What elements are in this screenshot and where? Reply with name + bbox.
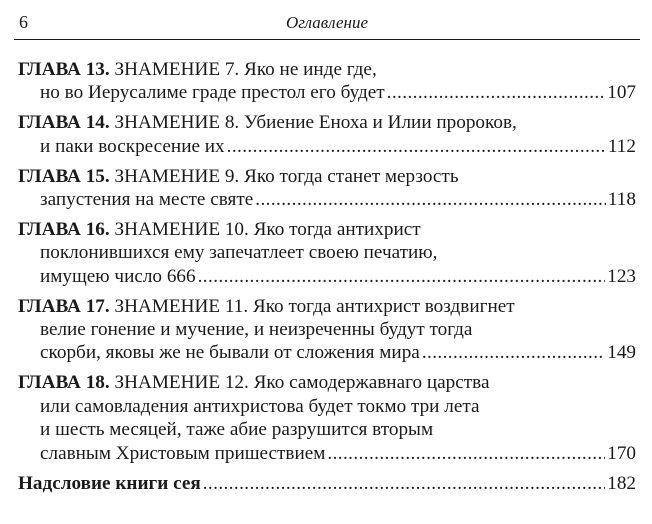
toc-entry-title-line: славным Христовым пришествием	[40, 442, 326, 464]
dot-leader	[203, 472, 605, 495]
toc-entry-last-line	[18, 135, 636, 158]
toc-entry-page-number: 170	[607, 442, 636, 464]
toc-entry-chapter-18[interactable]	[18, 371, 636, 465]
toc-entry-title-line: запустения на месте святе	[40, 189, 254, 211]
toc-entry-title-line: велие гонение и мучение, и неизреченны будут тогда	[40, 319, 473, 341]
header-rule	[14, 39, 640, 40]
toc-entry-first-line	[18, 371, 636, 394]
toc-entry-first-line	[18, 111, 636, 134]
toc-entry-title-line: ЗНАМЕНИЕ 12. Яко самодержавнаго царства	[114, 372, 490, 394]
toc-entry-title-line: ЗНАМЕНИЕ 7. Яко не инде где,	[114, 59, 377, 80]
toc-entry-page-number: 182	[607, 472, 636, 494]
dot-leader	[387, 81, 606, 104]
toc-entry-first-line	[18, 58, 636, 81]
toc-entry-last-line	[18, 81, 636, 104]
toc-entry-chapter-17[interactable]	[18, 295, 636, 365]
toc-entry-chapter-16[interactable]	[18, 218, 636, 288]
toc-entry-title-line: или самовладения антихристова будет токмо три лета	[40, 395, 480, 417]
toc-entry-label: Надсловие книги сея	[18, 472, 201, 494]
toc-entry-last-line	[18, 472, 636, 495]
toc-entry-last-line	[18, 442, 636, 465]
toc-entry-title-line: поклонившихся ему запечатлеет своею печатию,	[40, 242, 438, 264]
toc-entry-title-line: ЗНАМЕНИЕ 9. Яко тогда станет мерзость	[114, 165, 459, 187]
dot-leader	[422, 341, 605, 364]
toc-entry-label: ГЛАВА 15.	[18, 165, 110, 187]
dot-leader	[227, 135, 606, 158]
toc-entry-page-number: 107	[607, 82, 636, 104]
running-title: Оглавление	[285, 13, 369, 32]
toc-entry-afterword[interactable]	[18, 472, 636, 495]
toc-entry-label: ГЛАВА 16.	[18, 218, 110, 240]
toc-entry-title-line: и шесть месяцей, таже абие разрушится вторым	[40, 419, 434, 441]
toc-entry-chapter-15[interactable]	[18, 165, 636, 212]
toc-entry-title-line: но во Иерусалиме граде престол его будет	[40, 82, 385, 104]
dot-leader	[327, 442, 605, 465]
toc-entry-first-line	[18, 218, 636, 241]
toc-entry-page-number: 112	[607, 135, 636, 157]
page-header	[14, 6, 640, 36]
toc-entry-label: ГЛАВА 14.	[18, 112, 110, 134]
toc-entry-title-line: ЗНАМЕНИЕ 8. Убиение Еноха и Илии пророков,	[114, 112, 517, 134]
toc-entry-title-line: имущею число 666	[40, 265, 196, 287]
dot-leader	[198, 265, 606, 288]
toc-entry-page-number: 123	[607, 265, 636, 287]
toc-entry-chapter-14[interactable]	[18, 111, 636, 158]
dot-leader	[255, 188, 606, 211]
toc-entry-chapter-13[interactable]	[18, 58, 636, 105]
toc-entry-title-line: и паки воскресение их	[40, 135, 225, 157]
toc-entry-last-line	[18, 265, 636, 288]
page-number: 6	[19, 12, 28, 32]
toc-entry-label: ГЛАВА 18.	[18, 372, 110, 394]
toc-entry-title-line: ЗНАМЕНИЕ 10. Яко тогда антихрист	[114, 218, 421, 240]
toc-entry-title-line: скорби, яковы же не бывали от сложения мира	[40, 342, 420, 364]
toc-entry-page-number: 149	[607, 342, 636, 364]
toc-entry-first-line	[18, 295, 636, 318]
toc-entry-last-line	[18, 341, 636, 364]
toc-entry-title-line: ЗНАМЕНИЕ 11. Яко тогда антихрист воздвигнет	[114, 295, 515, 317]
table-of-contents	[18, 58, 636, 501]
toc-entry-first-line	[18, 165, 636, 188]
toc-entry-last-line	[18, 188, 636, 211]
toc-entry-label: ГЛАВА 13.	[18, 59, 110, 80]
toc-entry-page-number: 118	[607, 189, 636, 211]
toc-entry-label: ГЛАВА 17.	[18, 295, 110, 317]
